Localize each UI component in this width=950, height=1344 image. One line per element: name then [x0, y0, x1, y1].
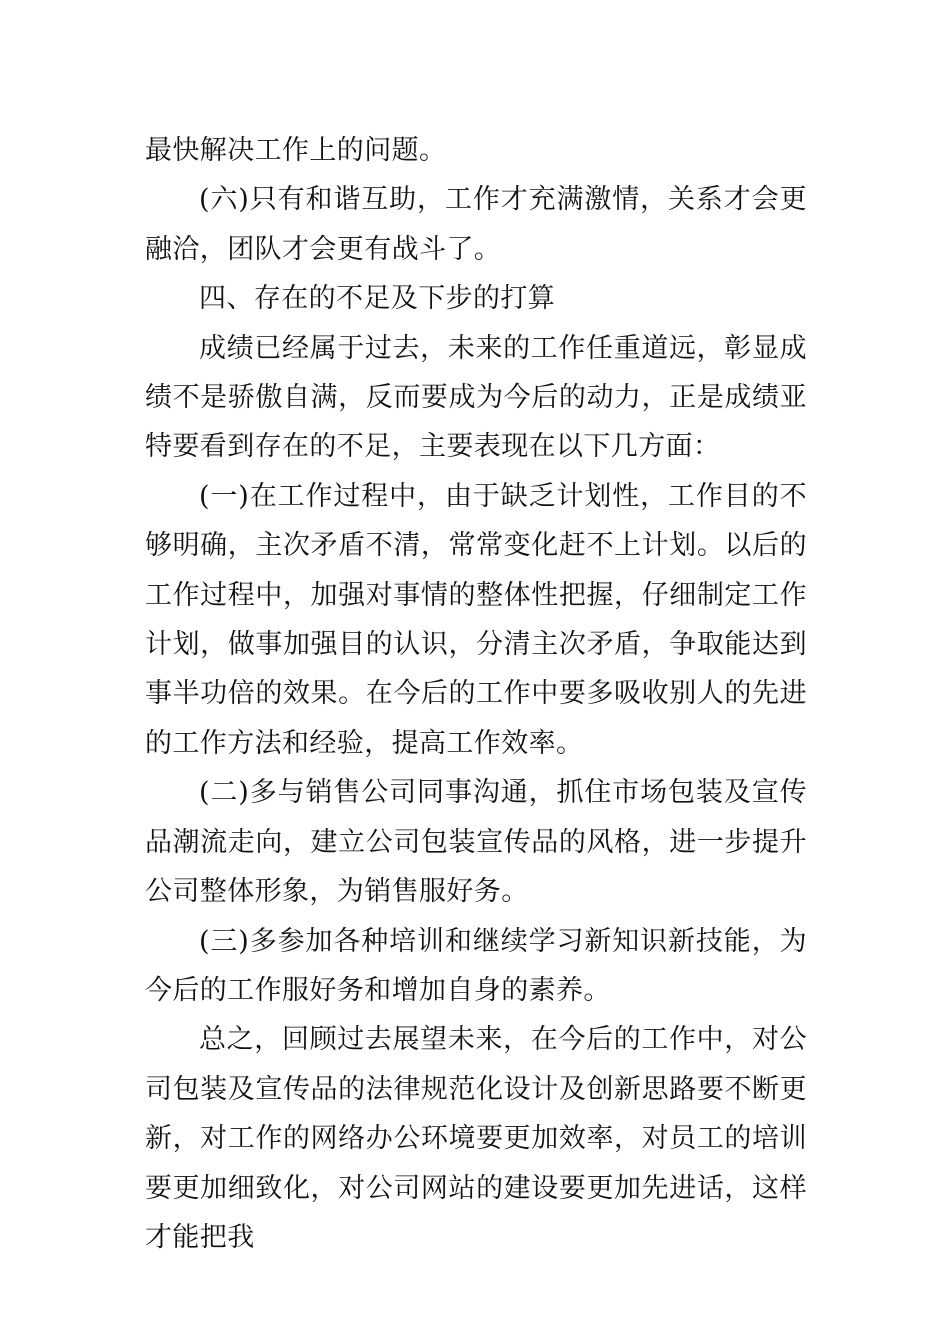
paragraph-item-six: (六)只有和谐互助，工作才充满激情，关系才会更融洽，团队才会更有战斗了。 [145, 184, 807, 265]
document-body [145, 126, 807, 1262]
paragraph-summary: 总之，回顾过去展望未来，在今后的工作中，对公司包装及宣传品的法律规范化设计及创新思路要不断更新，对工作的网络办公环境要更加效率，对员工的培训要更加细致化，对公司网站的建设要更加先进话，这样才能把我 [145, 1024, 807, 1253]
paragraph-item-two: (二)多与销售公司同事沟通，抓住市场包装及宣传品潮流走向，建立公司包装宣传品的风格，进一步提升公司整体形象，为销售服好务。 [145, 777, 807, 908]
paragraph-continuation: 最快解决工作上的问题。 [145, 135, 447, 166]
paragraph-intro: 成绩已经属于过去，未来的工作任重道远，彰显成绩不是骄傲自满，反而要成为今后的动力，正是成绩亚特要看到存在的不足，主要表现在以下几方面： [145, 332, 807, 463]
paragraph-item-three: (三)多参加各种培训和继续学习新知识新技能，为今后的工作服好务和增加自身的素养。 [145, 925, 807, 1006]
paragraph-item-one: (一)在工作过程中，由于缺乏计划性，工作目的不够明确，主次矛盾不清，常常变化赶不上计划。以后的工作过程中，加强对事情的整体性把握，仔细制定工作计划，做事加强目的认识，分清主次矛盾，争取能达到事半功倍的效果。在今后的工作中要多吸收别人的先进的工作方法和经验，提高工作效率。 [145, 480, 807, 759]
section-heading: 四、存在的不足及下步的打算 [199, 283, 556, 315]
